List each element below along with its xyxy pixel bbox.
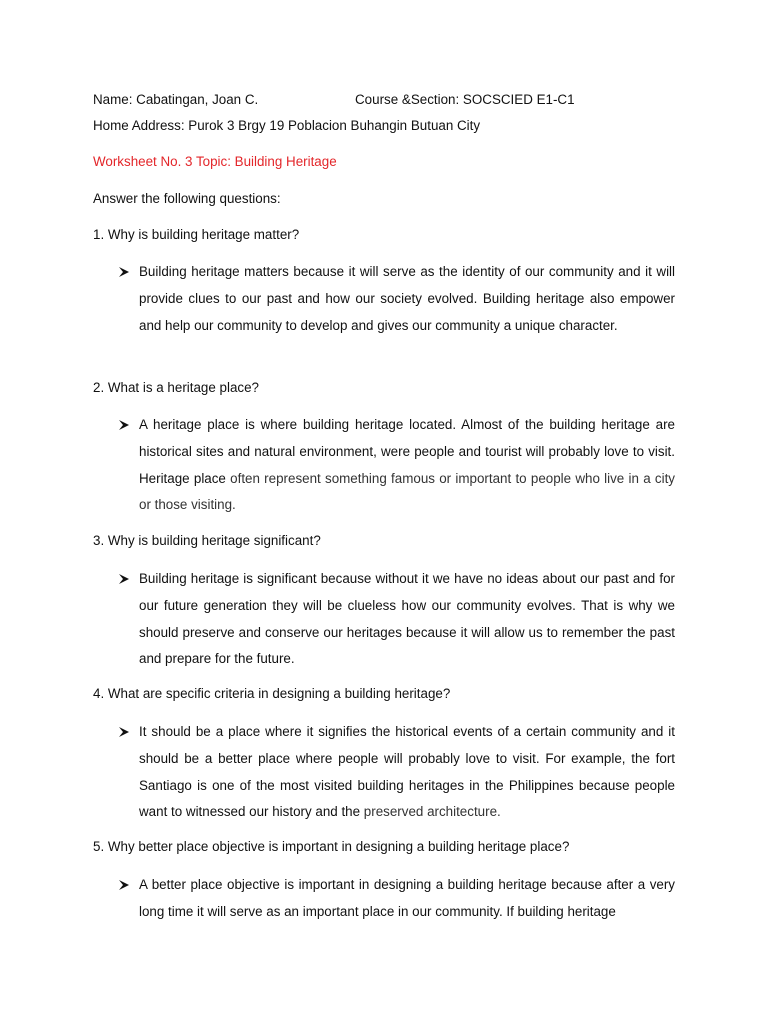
student-info-row [93, 91, 693, 109]
arrowhead-bullet-icon [117, 416, 133, 434]
instructions: Answer the following questions: [93, 191, 281, 206]
question-1: 1. Why is building heritage matter? [93, 227, 300, 242]
answer-1 [117, 263, 675, 369]
question-2: 2. What is a heritage place? [93, 380, 259, 395]
answer-5-text: A better place objective is important in designing a building heritage because after a very long time it will serve as an important place in our community. If building heritage [139, 877, 675, 919]
answer-5 [117, 876, 675, 930]
student-name: Name: Cabatingan, Joan C. [93, 92, 259, 107]
question-5: 5. Why better place objective is important in designing a building heritage place? [93, 839, 570, 854]
arrowhead-bullet-icon [117, 723, 133, 741]
arrowhead-bullet-icon [117, 570, 133, 588]
answer-2 [117, 416, 675, 522]
answer-1-text: Building heritage matters because it will serve as the identity of our community and it will provide clues to our past and how our society evolved. Building heritage also empower and help our community to develop and gives our community a unique character. [139, 264, 675, 333]
answer-4-main: It should be a place where it signifies the historical events of a certain community and it should be a better place where people will probably love to visit. For example, the fort Santiago is one of the most visited building heritages in the Philippines because people want to witnessed our history and the [139, 724, 675, 820]
answer-2-muted: often represent something famous or important to people who live in a city or those visiting. [139, 470, 675, 513]
question-3: 3. Why is building heritage significant? [93, 533, 321, 548]
home-address: Home Address: Purok 3 Brgy 19 Poblacion Buhangin Butuan City [93, 118, 481, 133]
worksheet-title: Worksheet No. 3 Topic: Building Heritage [93, 154, 337, 169]
question-4: 4. What are specific criteria in designing a building heritage? [93, 686, 451, 701]
answer-4-text [139, 719, 675, 826]
course-section: Course &Section: SOCSCIED E1-C1 [355, 92, 575, 107]
answer-2-text [139, 412, 675, 519]
answer-3-text: Building heritage is significant because without it we have no ideas about our past and for our future generation they will be clueless how our community evolves. That is why we should preserve and conserve our heritages because it will allow us to remember the past and prepare for the future. [139, 571, 675, 667]
answer-4-muted: preserved architecture. [360, 804, 501, 820]
answer-2-main: A heritage place is where building heritage located. Almost of the building heritage are historical sites and natural environment, were people and tourist will probably love to visit. Heritage place [139, 417, 675, 486]
answer-3 [117, 570, 675, 676]
arrowhead-bullet-icon [117, 876, 133, 894]
arrowhead-bullet-icon [117, 263, 133, 281]
answer-4 [117, 723, 675, 829]
